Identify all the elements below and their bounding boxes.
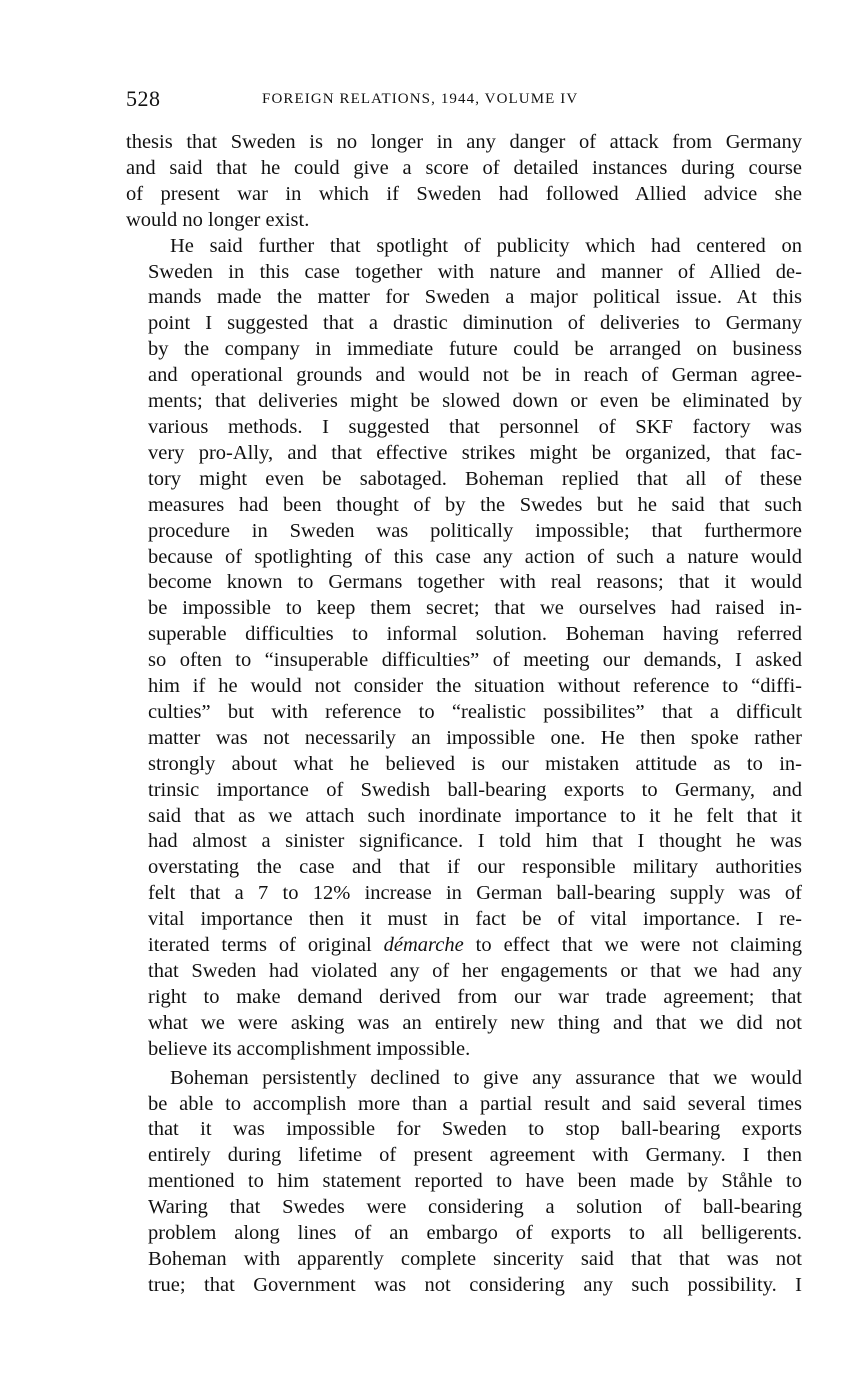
paragraph-3	[126, 1066, 802, 1299]
text-line: thesis that Sweden is no longer in any danger of attack from Germany	[126, 131, 802, 153]
text-line: point I suggested that a drastic diminution of deliveries to Germany	[148, 312, 802, 335]
text-line: would no longer exist.	[126, 208, 310, 231]
text-line: because of spotlighting of this case any action of such a nature would	[148, 545, 802, 568]
text-line: Boheman with apparently complete sincerity said that that was not	[148, 1247, 802, 1270]
text-line-demarche	[126, 933, 802, 959]
text-line: by the company in immediate future could be arranged on business	[148, 338, 802, 361]
text-line: strongly about what he believed is our mistaken attitude as to in-	[148, 752, 802, 775]
text-line: matter was not necessarily an impossible one. He then spoke rather	[148, 726, 802, 749]
text-line: believe its accomplishment impossible.	[148, 1037, 471, 1060]
text-line: so often to “insuperable difficulties” of meeting our demands, I asked	[148, 649, 802, 672]
text-line: mentioned to him statement reported to have been made by Ståhle to	[148, 1170, 802, 1193]
text-line: him if he would not consider the situation without reference to “diffi-	[148, 675, 802, 698]
text-fragment: iterated terms of original	[148, 934, 384, 957]
text-line: that it was impossible for Sweden to stop ball-bearing exports	[148, 1118, 802, 1141]
text-fragment: to effect that we were not claiming	[463, 934, 803, 957]
text-line: what we were asking was an entirely new thing and that we did not	[148, 1011, 802, 1034]
text-line: of present war in which if Sweden had followed Allied advice she	[126, 182, 802, 205]
page-number: 528	[126, 86, 161, 111]
text-line: superable difficulties to informal solution. Boheman having referred	[148, 623, 802, 646]
text-line: right to make demand derived from our war trade agreement; that	[148, 985, 802, 1008]
text-line: said that as we attach such inordinate importance to it he felt that it	[148, 804, 802, 827]
text-line: true; that Government was not considering any such possibility. I	[148, 1273, 802, 1296]
text-line: had almost a sinister significance. I told him that I thought he was	[148, 830, 802, 853]
text-line: Sweden in this case together with nature and manner of Allied de-	[148, 260, 802, 283]
text-line: be impossible to keep them secret; that we ourselves had raised in-	[148, 597, 802, 620]
text-line: and operational grounds and would not be in reach of German agree-	[148, 364, 802, 387]
text-line: very pro-Ally, and that effective strikes might be organized, that fac-	[148, 441, 802, 464]
text-line: become known to Germans together with real reasons; that it would	[148, 571, 802, 594]
text-line: measures had been thought of by the Swedes but he said that such	[148, 493, 802, 516]
text-line: problem along lines of an embargo of exports to all belligerents.	[148, 1222, 802, 1245]
running-title: FOREIGN RELATIONS, 1944, VOLUME IV	[262, 91, 579, 107]
text-line: ments; that deliveries might be slowed down or even be eliminated by	[148, 390, 802, 413]
running-header	[126, 86, 802, 112]
text-line: He said further that spotlight of publicity which had centered on	[170, 234, 802, 257]
text-line: and said that he could give a score of detailed instances during course	[126, 156, 802, 179]
text-line: be able to accomplish more than a partial result and said several times	[148, 1092, 802, 1115]
text-line: tory might even be sabotaged. Boheman replied that all of these	[148, 467, 802, 490]
text-line: various methods. I suggested that personnel of SKF factory was	[148, 415, 802, 438]
text-line: felt that a 7 to 12% increase in German ball-bearing supply was of	[148, 882, 802, 905]
paragraph-1	[126, 130, 802, 234]
text-line: trinsic importance of Swedish ball-bearing exports to Germany, and	[148, 778, 802, 801]
text-line: vital importance then it must in fact be of vital importance. I re-	[148, 908, 802, 931]
text-line: Boheman persistently declined to give any assurance that we would	[170, 1066, 802, 1089]
document-page	[126, 86, 802, 1299]
italic-term: démarche	[383, 934, 464, 957]
text-line: entirely during lifetime of present agreement with Germany. I then	[148, 1144, 802, 1167]
paragraph-2	[126, 234, 802, 1063]
text-line: overstating the case and that if our responsible military authorities	[148, 856, 802, 879]
text-line: Waring that Swedes were considering a solution of ball-bearing	[148, 1196, 802, 1219]
text-line: procedure in Sweden was politically impossible; that furthermore	[148, 519, 802, 542]
text-line: culties” but with reference to “realistic possibilites” that a difficult	[148, 700, 802, 723]
text-line: that Sweden had violated any of her engagements or that we had any	[148, 960, 802, 982]
text-line: mands made the matter for Sweden a major political issue. At this	[148, 286, 802, 309]
